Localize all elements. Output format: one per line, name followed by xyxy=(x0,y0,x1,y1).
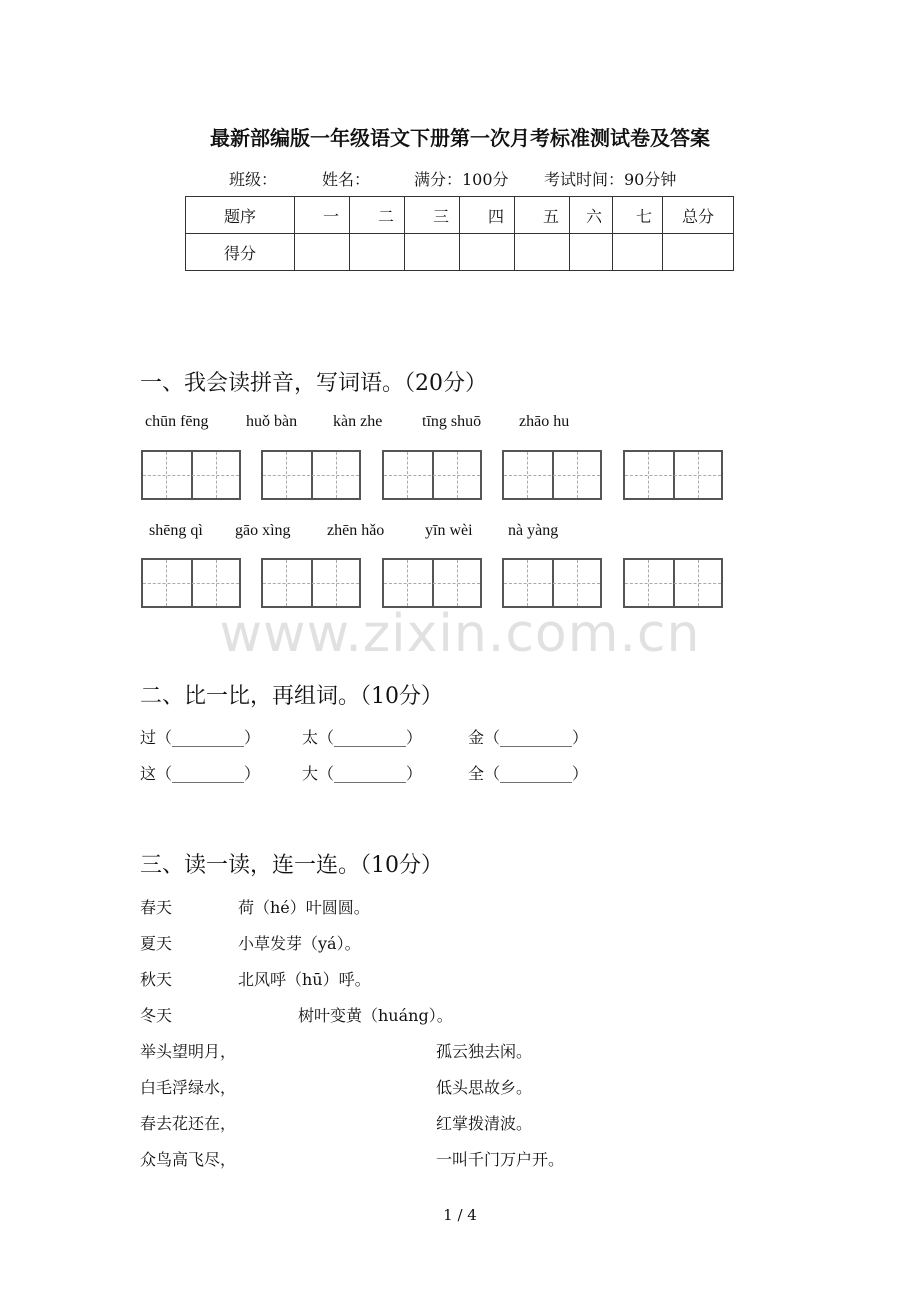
poem-left-line[interactable]: 春去花还在， xyxy=(140,1114,237,1133)
pinyin-label: gāo xìng xyxy=(235,522,291,539)
word-blank[interactable]: 过（_________） xyxy=(140,728,261,747)
pinyin-label: chūn fēng xyxy=(145,413,209,430)
name-label: 姓名： xyxy=(322,170,371,189)
score-cell[interactable] xyxy=(570,234,613,271)
score-cell[interactable] xyxy=(350,234,405,271)
full-score: 满分：100分 xyxy=(414,170,509,189)
writing-grid[interactable] xyxy=(141,450,241,500)
writing-grid[interactable] xyxy=(502,558,602,608)
poem-right-line[interactable]: 红掌拨清波。 xyxy=(436,1114,533,1133)
poem-left-line[interactable]: 众鸟高飞尽， xyxy=(140,1150,237,1169)
score-header-cell: 一 xyxy=(295,197,350,234)
section-3-title: 三、读一读，连一连。（10分） xyxy=(140,853,443,878)
writing-grid[interactable] xyxy=(141,558,241,608)
poem-right-line[interactable]: 低头思故乡。 xyxy=(436,1078,533,1097)
score-cell[interactable] xyxy=(613,234,663,271)
writing-grid[interactable] xyxy=(382,558,482,608)
pinyin-label: shēng qì xyxy=(149,522,203,539)
writing-grid[interactable] xyxy=(502,450,602,500)
pinyin-label: kàn zhe xyxy=(333,413,383,430)
pinyin-label: tīng shuō xyxy=(422,413,482,430)
match-left-item[interactable]: 春天 xyxy=(140,898,173,917)
writing-grid[interactable] xyxy=(623,450,723,500)
score-cell[interactable] xyxy=(295,234,350,271)
match-right-item[interactable]: 小草发芽（yá）。 xyxy=(238,934,361,953)
word-blank[interactable]: 全（_________） xyxy=(468,764,589,783)
match-right-item[interactable]: 荷（hé）叶圆圆。 xyxy=(238,898,370,917)
score-header-cell: 三 xyxy=(405,197,460,234)
match-left-item[interactable]: 夏天 xyxy=(140,934,173,953)
watermark: www.zixin.com.cn xyxy=(219,604,701,664)
class-label: 班级： xyxy=(229,170,278,189)
score-header-cell: 题序 xyxy=(186,197,295,234)
score-cell[interactable] xyxy=(663,234,734,271)
writing-grid[interactable] xyxy=(261,450,361,500)
section-1-title: 一、我会读拼音，写词语。（20分） xyxy=(140,371,487,396)
poem-right-line[interactable]: 一叫千门万户开。 xyxy=(436,1150,565,1169)
page-title: 最新部编版一年级语文下册第一次月考标准测试卷及答案 xyxy=(210,126,710,150)
writing-grid[interactable] xyxy=(623,558,723,608)
word-blank[interactable]: 大（_________） xyxy=(302,764,423,783)
match-right-item[interactable]: 北风呼（hū）呼。 xyxy=(238,970,371,989)
pinyin-label: zhēn hǎo xyxy=(327,522,385,539)
poem-left-line[interactable]: 白毛浮绿水， xyxy=(140,1078,237,1097)
section-2-title: 二、比一比，再组词。（10分） xyxy=(140,684,443,709)
score-header-cell: 五 xyxy=(515,197,570,234)
pinyin-label: yīn wèi xyxy=(425,522,473,539)
word-blank[interactable]: 这（_________） xyxy=(140,764,261,783)
poem-left-line[interactable]: 举头望明月， xyxy=(140,1042,237,1061)
poem-right-line[interactable]: 孤云独去闲。 xyxy=(436,1042,533,1061)
score-cell[interactable] xyxy=(515,234,570,271)
writing-grid[interactable] xyxy=(261,558,361,608)
page-number: 1 / 4 xyxy=(443,1206,477,1224)
score-header-cell: 七 xyxy=(613,197,663,234)
score-header-cell: 六 xyxy=(570,197,613,234)
score-header-cell: 四 xyxy=(460,197,515,234)
score-row-label: 得分 xyxy=(186,234,295,271)
pinyin-label: nà yàng xyxy=(508,522,559,539)
match-left-item[interactable]: 冬天 xyxy=(140,1006,173,1025)
match-left-item[interactable]: 秋天 xyxy=(140,970,173,989)
match-right-item[interactable]: 树叶变黄（huáng）。 xyxy=(298,1006,453,1025)
pinyin-label: huǒ bàn xyxy=(246,413,298,430)
score-cell[interactable] xyxy=(405,234,460,271)
writing-grid[interactable] xyxy=(382,450,482,500)
exam-time: 考试时间：90分钟 xyxy=(544,170,677,189)
score-cell[interactable] xyxy=(460,234,515,271)
score-table-header-row xyxy=(186,197,734,234)
score-header-cell: 二 xyxy=(350,197,405,234)
score-table-score-row xyxy=(186,234,734,271)
word-blank[interactable]: 金（_________） xyxy=(468,728,589,747)
score-header-cell: 总分 xyxy=(663,197,734,234)
pinyin-label: zhāo hu xyxy=(519,413,570,430)
score-table xyxy=(185,196,734,271)
word-blank[interactable]: 太（_________） xyxy=(302,728,423,747)
